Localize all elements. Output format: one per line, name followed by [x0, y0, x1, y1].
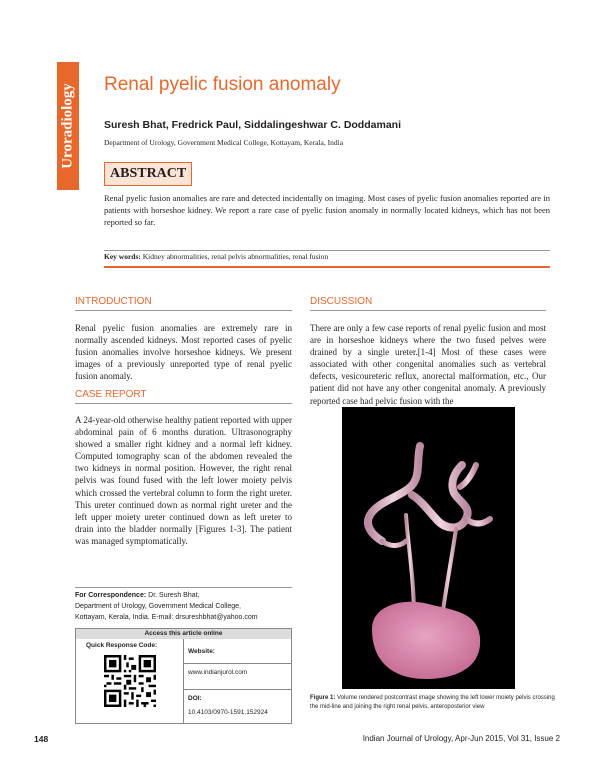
discussion-heading: DISCUSSION	[310, 296, 373, 307]
doi-value: 10.4103/0970-1591.152924	[188, 709, 268, 716]
figure-label: Figure 1:	[310, 695, 336, 701]
access-row-divider	[183, 689, 291, 690]
abstract-heading: ABSTRACT	[110, 166, 187, 181]
access-heading: Access this article online	[76, 629, 291, 639]
figure-caption-text: Volume rendered postcontrast image showing the left lower moiety pelvis crossing the mid-line and joining the right renal pelvis, anteroposterior view	[310, 695, 555, 710]
correspondence	[75, 590, 292, 623]
qr-label: Quick Response Code:	[86, 642, 158, 649]
keywords	[104, 252, 550, 261]
keywords-label: Key words:	[104, 252, 141, 261]
correspondence-rule	[75, 587, 292, 588]
introduction-heading: INTRODUCTION	[75, 296, 152, 307]
case-report-rule	[75, 403, 292, 404]
abstract-text: Renal pyelic fusion anomalies are rare and detected incidentally on imaging. Most cases of pyelic fusion anomalies reported are in patients with horseshoe kidney. We report a rare case of pyelic fusion anomaly in normally located kidneys, which has not been reported so far.	[104, 193, 550, 227]
urogram-rendering	[342, 407, 515, 689]
access-divider	[183, 639, 184, 724]
introduction-rule	[75, 310, 292, 311]
keywords-text: Kidney abnormalities, renal pelvis abnormalities, renal fusion	[142, 252, 329, 261]
access-row-divider	[183, 663, 291, 664]
figure-image	[342, 407, 515, 689]
correspondence-line1: Department of Urology, Government Medical College,	[75, 603, 242, 610]
page-number: 148	[34, 734, 49, 744]
article-title: Renal pyelic fusion anomaly	[104, 74, 341, 95]
website-link[interactable]: www.indianjurol.com	[188, 669, 248, 676]
introduction-text: Renal pyelic fusion anomalies are extremely rare in normally ascended kidneys. Most reported cases of pyelic fusion anomalies involve horseshoe kidneys. We present images of a previously unreported type of renal pyelic fusion anomaly.	[75, 323, 292, 382]
doi-label: DOI:	[188, 695, 202, 702]
case-report-heading: CASE REPORT	[75, 389, 147, 400]
keywords-accent-line	[104, 266, 550, 268]
discussion-text: There are only a few case reports of renal pyelic fusion and most are in horseshoe kidneys where the two fused pelves were drained by a single ureter.[1-4] Most of these cases were associated with other congenital anomalies such as vertebral defects, vesicoureteric reflux, anorectal malformation, etc., Our patient did not have any other congenital anomaly. A previously reported case had pelvic fusion with the	[310, 323, 546, 406]
affiliation: Department of Urology, Government Medical College, Kottayam, Kerala, India	[104, 138, 344, 147]
figure-caption	[310, 694, 555, 712]
correspondence-name: Dr. Suresh Bhat,	[148, 592, 200, 599]
section-tag: Uroradiology	[59, 83, 76, 169]
website-label: Website:	[188, 648, 215, 655]
keywords-divider	[104, 250, 550, 251]
abstract-heading-box	[104, 162, 192, 186]
discussion-rule	[310, 310, 546, 311]
journal-citation: Indian Journal of Urology, Apr-Jun 2015, Vol 31, Issue 2	[362, 734, 560, 743]
correspondence-line2: Kottayam, Kerala, India. E-mail: drsureshbhat@yahoo.com	[75, 614, 258, 621]
access-box	[75, 628, 292, 724]
correspondence-label: For Correspondence:	[75, 592, 147, 599]
case-report-text: A 24-year-old otherwise healthy patient reported with upper abdominal pain of 6 months duration. Ultrasonography showed a smaller right kidney and a normal left kidney. Computed tomography scan of the abdomen revealed the two kidneys in normal position. However, the right renal pelvis was found fused with the left lower moiety pelvis which crossed the vertebral column to form the right ureter. This ureter continued down as normal right ureter and the left upper moiety ureter continued down as left ureter to drain into the bladder normally [Figures 1-3]. The patient was managed symptomatically.	[75, 415, 292, 546]
qr-code-icon[interactable]	[104, 655, 156, 707]
author-list: Suresh Bhat, Fredrick Paul, Siddalingeshwar C. Doddamani	[104, 119, 401, 131]
